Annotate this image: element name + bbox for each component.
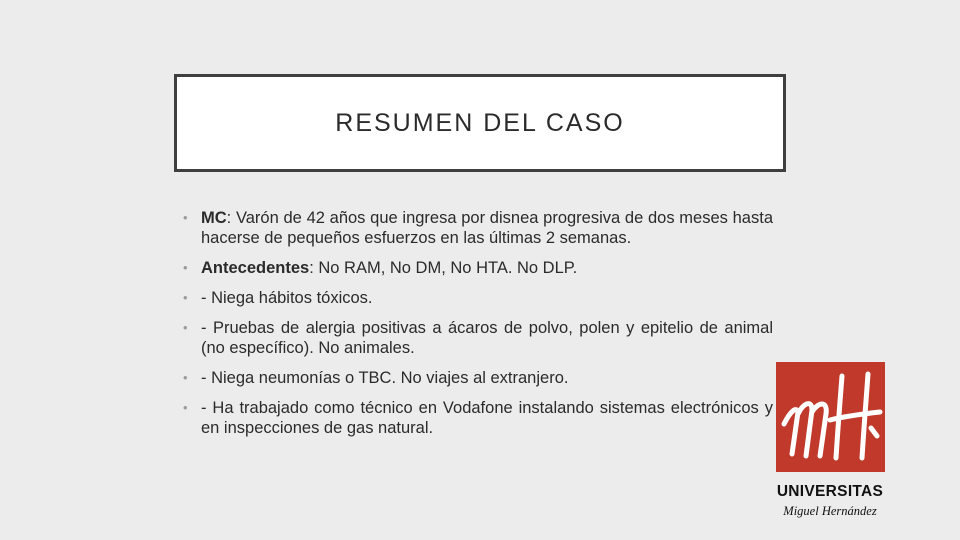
bullet-label-antecedentes: Antecedentes xyxy=(201,259,310,277)
bullet-dot: • xyxy=(183,260,188,275)
bullet-dot: • xyxy=(183,290,188,305)
bullet-item-alergia xyxy=(183,318,773,358)
logo-mark xyxy=(776,362,885,472)
bullet-item-mc xyxy=(183,208,773,248)
bullet-text-mc: : Varón de 42 años que ingresa por disnea progresiva de dos meses hasta hacerse de pequeños esfuerzos en las últimas 2 semanas. xyxy=(201,209,773,247)
logo-name: UNIVERSITAS xyxy=(776,483,884,500)
bullet-text-neumonias: - Niega neumonías o TBC. No viajes al extranjero. xyxy=(201,369,569,387)
bullet-list xyxy=(183,208,773,448)
mh-monogram-icon xyxy=(776,362,885,472)
bullet-text-trabajo: - Ha trabajado como técnico en Vodafone instalando sistemas electrónicos y en inspecciones de gas natural. xyxy=(201,399,773,437)
bullet-dot: • xyxy=(183,370,188,385)
bullet-dot: • xyxy=(183,210,188,225)
bullet-label-mc: MC xyxy=(201,209,227,227)
title-box xyxy=(174,74,786,172)
bullet-item-habitos xyxy=(183,288,773,308)
bullet-item-neumonias xyxy=(183,368,773,388)
bullet-dot: • xyxy=(183,400,188,415)
bullet-text-alergia: - Pruebas de alergia positivas a ácaros de polvo, polen y epitelio de animal (no específico). No animales. xyxy=(201,319,773,357)
logo-subtitle: Miguel Hernández xyxy=(783,504,877,518)
bullet-text-habitos: - Niega hábitos tóxicos. xyxy=(201,289,373,307)
bullet-dot: • xyxy=(183,320,188,335)
bullet-item-antecedentes xyxy=(183,258,773,278)
bullet-text-antecedentes: : No RAM, No DM, No HTA. No DLP. xyxy=(309,259,578,277)
universitas-logo xyxy=(770,362,890,522)
bullet-item-trabajo xyxy=(183,398,773,438)
slide-title: RESUMEN DEL CASO xyxy=(335,108,625,137)
